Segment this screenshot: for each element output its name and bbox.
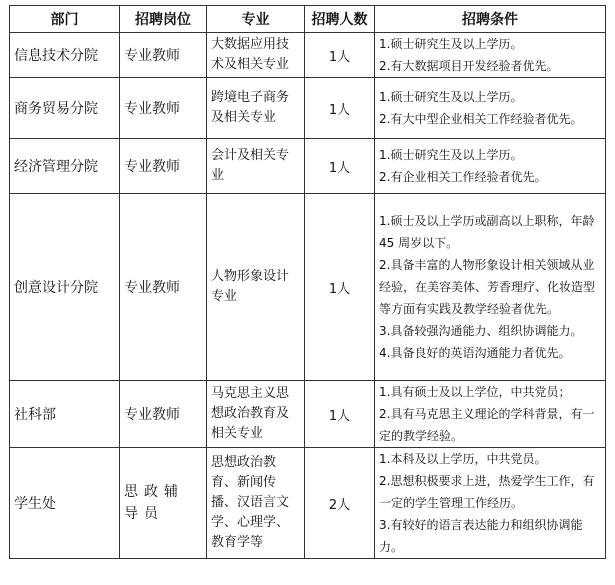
- condition-item: 2.思想积极要求上进，热爱学生工作，有一定的学生管理工作经历。: [379, 474, 595, 510]
- post-cell: 专业教师: [120, 381, 207, 448]
- conditions-cell: [375, 448, 606, 559]
- count-cell: 1人: [305, 194, 375, 381]
- table-row: [10, 78, 606, 139]
- major-cell: 马克思主义思想政治教育及相关专业: [207, 381, 305, 448]
- count-cell: 1人: [305, 33, 375, 78]
- header-major: 专业: [207, 6, 305, 33]
- post-cell: 专业教师: [120, 78, 207, 139]
- conditions-cell: [375, 78, 606, 139]
- count-cell: 1人: [305, 139, 375, 194]
- conditions-cell: [375, 33, 606, 78]
- header-post: 招聘岗位: [120, 6, 207, 33]
- recruitment-table: [9, 5, 606, 559]
- table-header-row: [10, 6, 606, 33]
- post-cell: 专业教师: [120, 139, 207, 194]
- dept-cell: 经济管理分院: [10, 139, 120, 194]
- major-cell: 人物形象设计专业: [207, 194, 305, 381]
- condition-item: 3.具备较强沟通能力、组织协调能力。: [379, 324, 583, 338]
- condition-item: 1.硕士及以上学历或副高以上职称，年龄 45 周岁以下。: [379, 214, 595, 250]
- condition-item: 2.具备丰富的人物形象设计相关领域从业经验，在美容美体、芳香理疗、化妆造型等方面有实践及教学经验者优先。: [379, 258, 596, 316]
- condition-item: 2.有大中型企业相关工作经验者优先。: [379, 112, 583, 126]
- dept-cell: 商务贸易分院: [10, 78, 120, 139]
- condition-item: 4.具备良好的英语沟通能力者优先。: [379, 346, 571, 360]
- condition-item: 1.本科及以上学历，中共党员。: [379, 452, 547, 466]
- table-row: [10, 194, 606, 381]
- count-cell: 1人: [305, 381, 375, 448]
- condition-item: 2.有企业相关工作经验者优先。: [379, 170, 547, 184]
- condition-item: 1.硕士研究生及以上学历。: [379, 37, 523, 51]
- header-conditions: 招聘条件: [375, 6, 606, 33]
- condition-item: 1.具有硕士及以上学位，中共党员；: [379, 385, 571, 399]
- dept-cell: 信息技术分院: [10, 33, 120, 78]
- dept-cell: 学生处: [10, 448, 120, 559]
- conditions-cell: [375, 194, 606, 381]
- major-cell: 跨境电子商务及相关专业: [207, 78, 305, 139]
- condition-item: 2.有大数据项目开发经验者优先。: [379, 59, 559, 73]
- major-cell: 大数据应用技术及相关专业: [207, 33, 305, 78]
- count-cell: 1人: [305, 78, 375, 139]
- count-cell: 2人: [305, 448, 375, 559]
- major-cell: 思想政治教育、新闻传播、汉语言文学、心理学、教育学等: [207, 448, 305, 559]
- post-cell: 专业教师: [120, 33, 207, 78]
- conditions-cell: [375, 139, 606, 194]
- table-row: [10, 448, 606, 559]
- dept-cell: 创意设计分院: [10, 194, 120, 381]
- table-row: [10, 139, 606, 194]
- condition-item: 1.硕士研究生及以上学历。: [379, 148, 523, 162]
- post-cell: 思政辅导员: [120, 448, 207, 559]
- condition-item: 2.具有马克思主义理论的学科背景，有一定的教学经验。: [379, 407, 595, 443]
- header-dept: 部门: [10, 6, 120, 33]
- condition-item: 1.硕士研究生及以上学历。: [379, 90, 523, 104]
- post-cell: 专业教师: [120, 194, 207, 381]
- header-count: 招聘人数: [305, 6, 375, 33]
- dept-cell: 社科部: [10, 381, 120, 448]
- condition-item: 3.有较好的语言表达能力和组织协调能力。: [379, 518, 583, 554]
- conditions-cell: [375, 381, 606, 448]
- table-row: [10, 381, 606, 448]
- table-row: [10, 33, 606, 78]
- major-cell: 会计及相关专业: [207, 139, 305, 194]
